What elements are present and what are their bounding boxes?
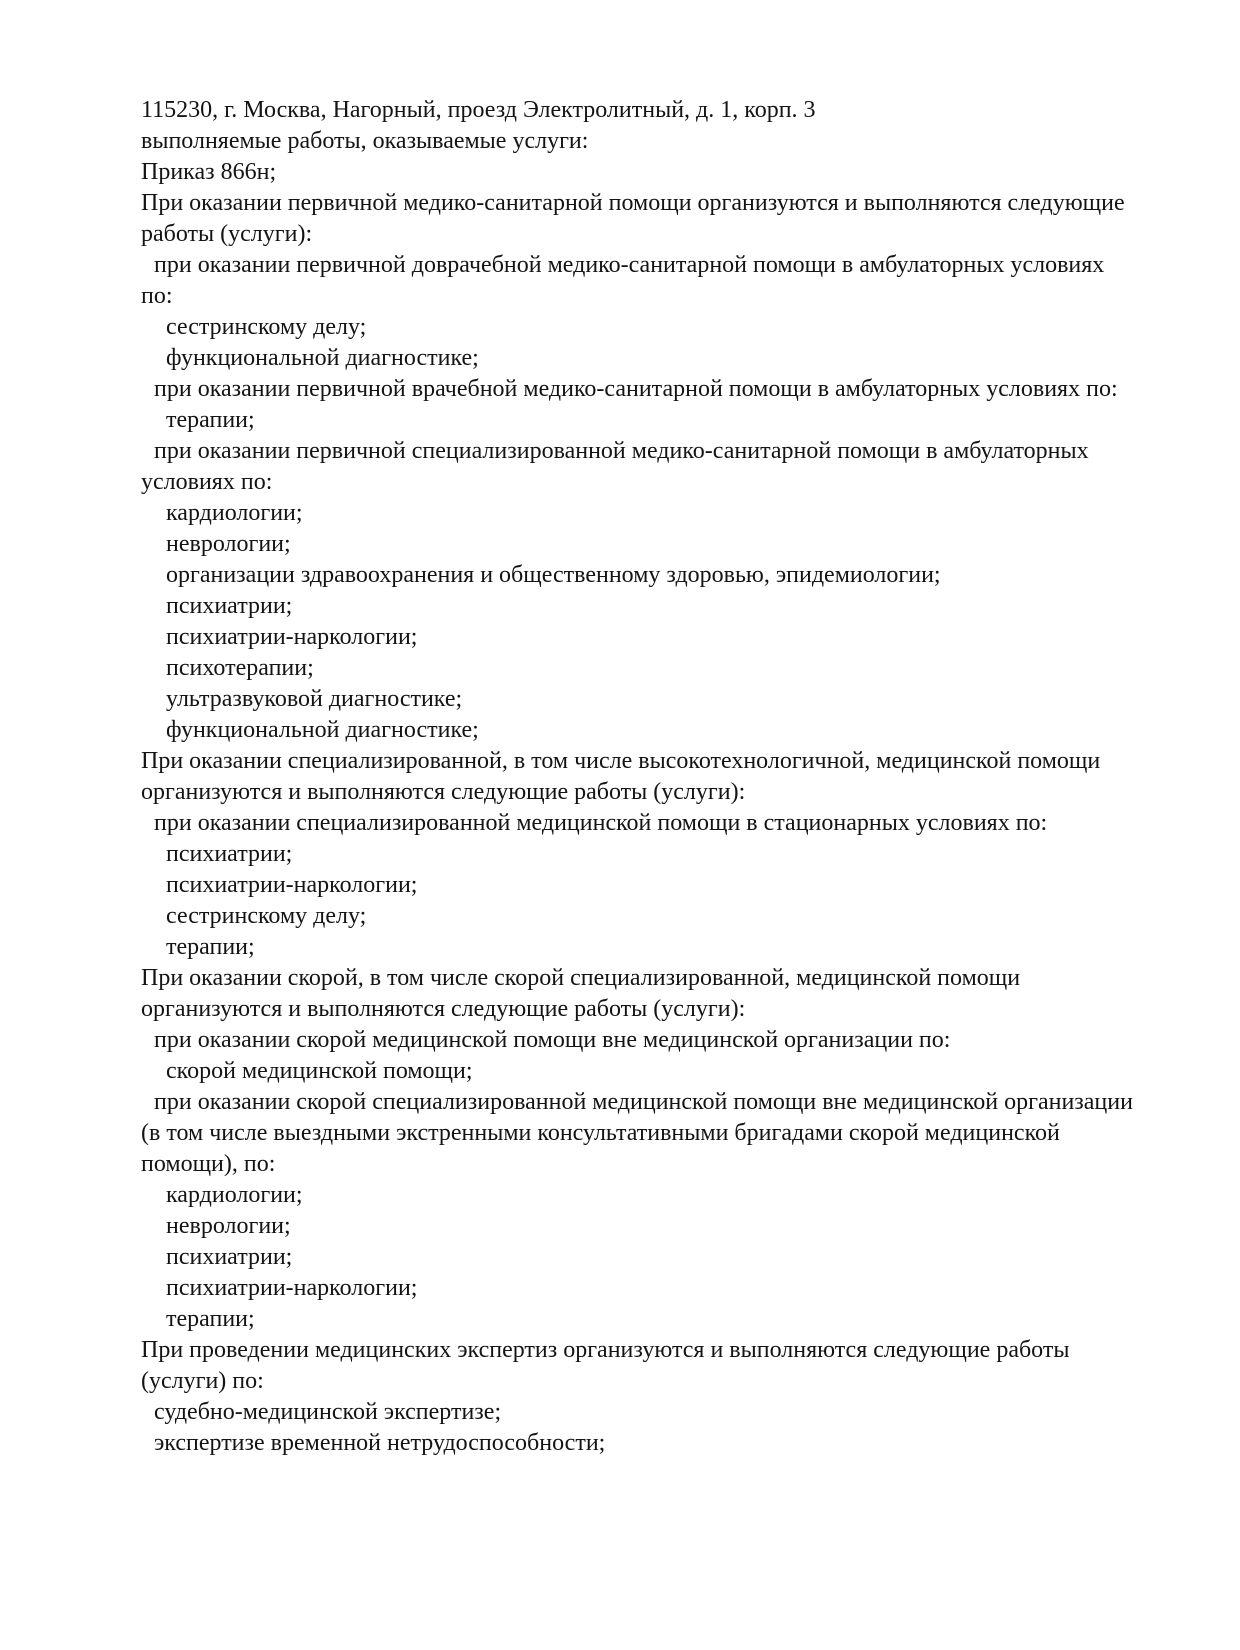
text-line: экспертизе временной нетрудоспособности; (154, 1430, 606, 1456)
text-line: функциональной диагностике; (166, 717, 479, 743)
text-line: помощи), по: (141, 1151, 276, 1177)
text-line: психиатрии; (166, 841, 293, 867)
text-line: при оказании первичной врачебной медико-санитарной помощи в амбулаторных условиях по: (154, 376, 1118, 402)
text-line: сестринскому делу; (166, 903, 367, 929)
text-line: ультразвуковой диагностике; (166, 686, 463, 712)
text-line: (услуги) по: (141, 1368, 264, 1394)
text-line: (в том числе выездными экстренными консультативными бригадами скорой медицинской (141, 1120, 1060, 1146)
text-line: терапии; (166, 407, 255, 433)
text-line: судебно-медицинской экспертизе; (154, 1399, 502, 1425)
text-line: при оказании специализированной медицинской помощи в стационарных условиях по: (154, 810, 1048, 836)
text-line: организуются и выполняются следующие работы (услуги): (141, 779, 746, 805)
text-line: психотерапии; (166, 655, 314, 681)
text-line: психиатрии-наркологии; (166, 1275, 418, 1301)
text-line: При оказании первичной медико-санитарной помощи организуются и выполняются следующие (141, 190, 1125, 216)
text-line: организуются и выполняются следующие работы (услуги): (141, 996, 746, 1022)
text-line: скорой медицинской помощи; (166, 1058, 473, 1084)
text-line: 115230, г. Москва, Нагорный, проезд Электролитный, д. 1, корп. 3 (141, 97, 816, 123)
text-line: неврологии; (166, 1213, 291, 1239)
text-line: терапии; (166, 1306, 255, 1332)
text-line: при оказании первичной специализированной медико-санитарной помощи в амбулаторных (154, 438, 1089, 464)
text-line: выполняемые работы, оказываемые услуги: (141, 128, 589, 154)
text-line: по: (141, 283, 173, 309)
text-line: организации здравоохранения и общественному здоровью, эпидемиологии; (166, 562, 941, 588)
text-line: кардиологии; (166, 500, 303, 526)
text-line: терапии; (166, 934, 255, 960)
text-line: психиатрии; (166, 1244, 293, 1270)
text-line: психиатрии-наркологии; (166, 624, 418, 650)
text-line: при оказании скорой специализированной медицинской помощи вне медицинской организации (154, 1089, 1133, 1115)
text-line: При оказании скорой, в том числе скорой специализированной, медицинской помощи (141, 965, 1021, 991)
text-line: При оказании специализированной, в том числе высокотехнологичной, медицинской помощи (141, 748, 1101, 774)
text-line: Приказ 866н; (141, 159, 277, 185)
text-line: условиях по: (141, 469, 273, 495)
text-line: психиатрии; (166, 593, 293, 619)
text-line: неврологии; (166, 531, 291, 557)
text-line: кардиологии; (166, 1182, 303, 1208)
text-line: работы (услуги): (141, 221, 313, 247)
text-line: психиатрии-наркологии; (166, 872, 418, 898)
document-text-block (141, 95, 1151, 1459)
text-line: при оказании первичной доврачебной медико-санитарной помощи в амбулаторных условиях (154, 252, 1105, 278)
text-line: функциональной диагностике; (166, 345, 479, 371)
text-line: при оказании скорой медицинской помощи вне медицинской организации по: (154, 1027, 951, 1053)
text-line: сестринскому делу; (166, 314, 367, 340)
text-line: При проведении медицинских экспертиз организуются и выполняются следующие работы (141, 1337, 1070, 1363)
